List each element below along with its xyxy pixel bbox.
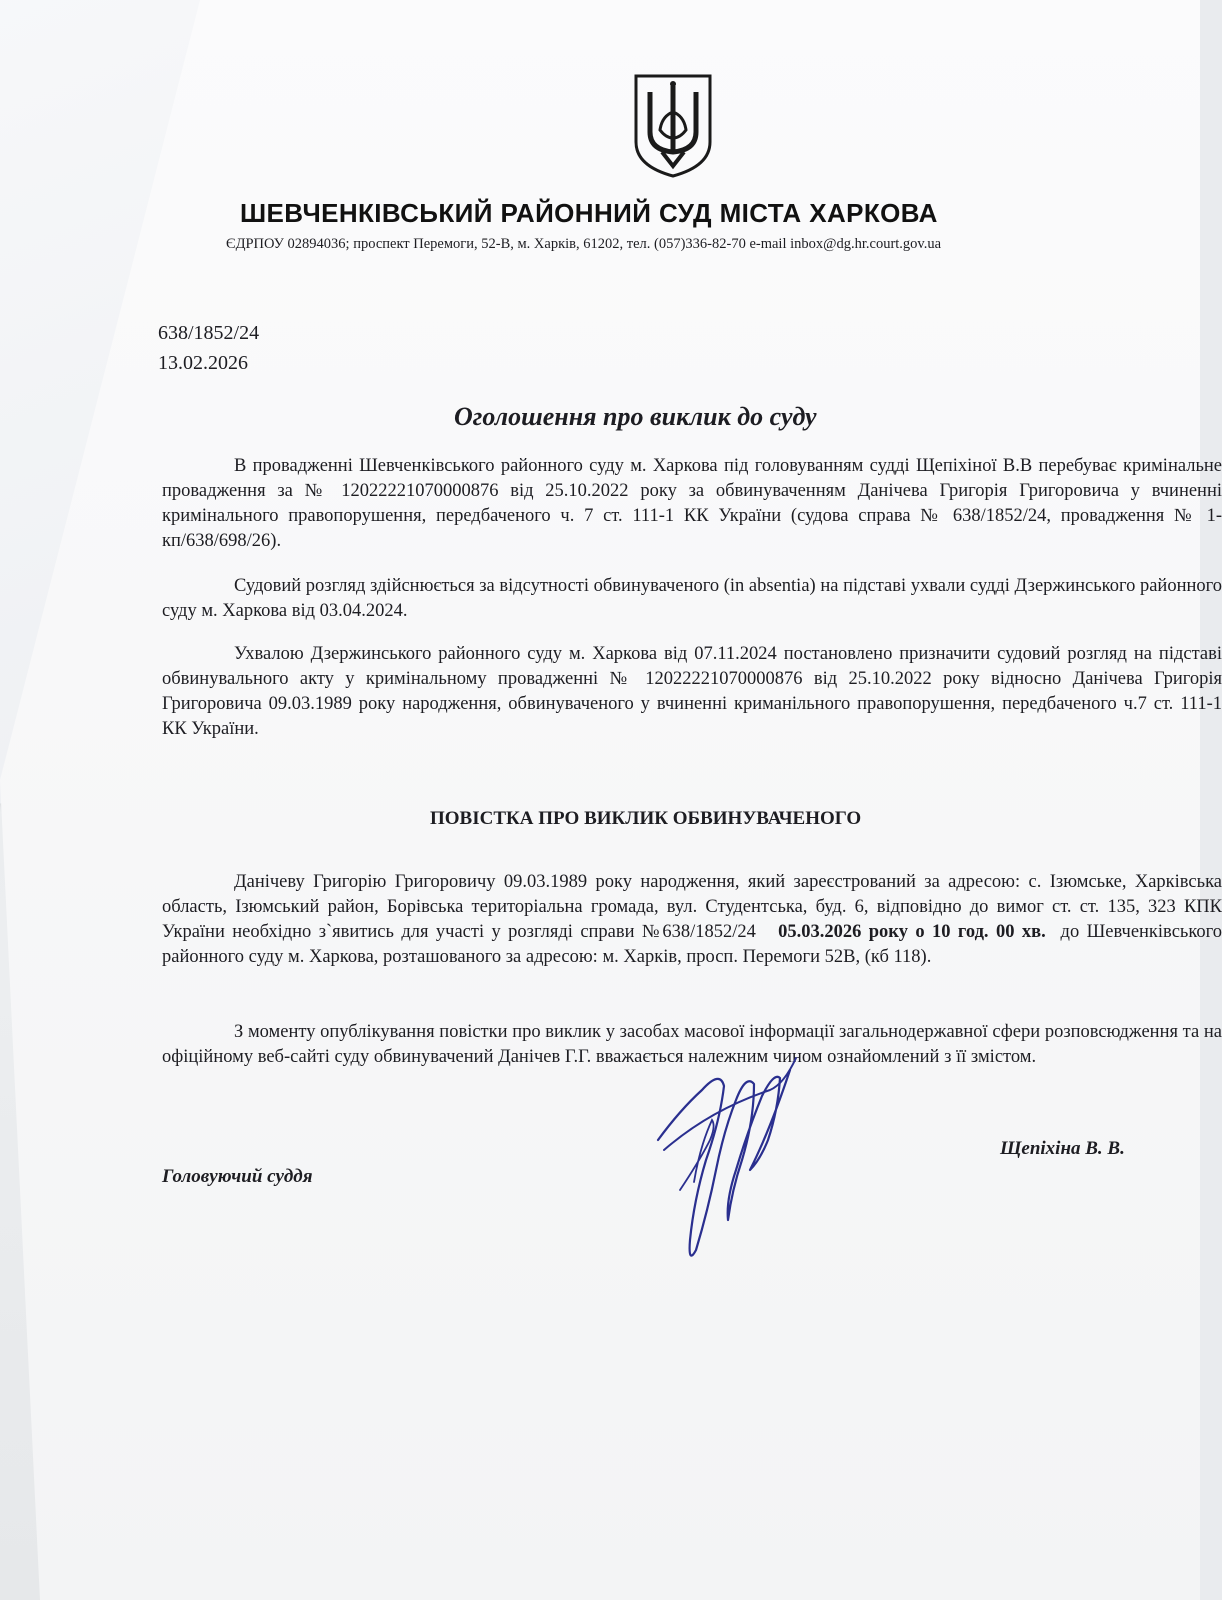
notice-paragraph-proceedings: В провадженні Шевченківського районного суду м. Харкова під головуванням судді Щепіхіної В.В перебуває кримінальне провадження за № 12022221070000876 від 25.10.2022 року за обвинуваченням Данічева Григорія Григоровича у вчиненні кримінального правопорушення, передбаченого ч. 7 ст. 111-1 КК України (судова справа № 638/1852/24, провадження № 1-кп/638/698/26).: [162, 456, 1222, 551]
appearance-datetime: 05.03.2026 року о 10 год. 00 хв.: [778, 922, 1046, 942]
handwritten-signature: [650, 1050, 800, 1280]
court-name: ШЕВЧЕНКІВСЬКИЙ РАЙОННИЙ СУД МІСТА ХАРКОВА: [240, 198, 938, 228]
judge-name: Щепіхіна В. В.: [1000, 1138, 1125, 1159]
case-reference-block: [158, 318, 259, 378]
document-date: 13.02.2026: [158, 352, 248, 374]
summons-title: ПОВІСТКА ПРО ВИКЛИК ОБВИНУВАЧЕНОГО: [430, 808, 862, 829]
notice-title: Оголошення про виклик до суду: [454, 402, 817, 431]
summons-text-start: Данічеву Григорію Григоровичу 09.03.1989 року народження, який зареєстрований за адресою: с. Ізюмське, Харківська область, Ізюмський район, Борівська територіальна громада, вул. Студентська, буд. 6, відповідно до вимог ст. ст. 135, 323 КПК України необхідно з`явитись для участі у розгляді справи №638/1852/24: [162, 872, 1222, 942]
notice-paragraph-ruling: Ухвалою Дзержинського районного суду м. Харкова від 07.11.2024 постановлено призначити судовий розгляд на підставі обвинувального акту у кримінальному провадженні № 12022221070000876 від 25.10.2022 року відносно Данічева Григорія Григоровича 09.03.1989 року народження, обвинуваченого у вчиненні криманільного правопорушення, передбаченого ч.7 ст. 111-1 КК України.: [162, 644, 1222, 739]
notice-paragraph-in-absentia: Судовий розгляд здійснюється за відсутності обвинуваченого (in absentia) на підставі ухвали судді Дзержинського районного суду м. Харкова від 03.04.2024.: [162, 576, 1222, 621]
court-contact-details: ЄДРПОУ 02894036; проспект Перемоги, 52-В, м. Харків, 61202, тел. (057)336-82-70 e-mail inbox@dg.hr.court.gov.ua: [226, 236, 942, 252]
judge-role: Головуючий суддя: [162, 1166, 313, 1187]
case-number: 638/1852/24: [158, 322, 260, 344]
summons-paragraph-appearance: [162, 870, 1222, 970]
trident-coat-of-arms-icon: [632, 72, 714, 180]
summons-text-end: до Шевченківського районного суду м. Харкова, розташованого за адресою: м. Харків, просп. Перемоги 52В, (кб 118).: [162, 922, 1222, 967]
summons-paragraph-publication: З моменту опублікування повістки про виклик у засобах масової інформації загальнодержавної сфери розповсюдження та на офіційному веб-сайті суду обвинувачений Данічев Г.Г. вважається належним чином ознайомлений з її змістом.: [162, 1022, 1222, 1067]
